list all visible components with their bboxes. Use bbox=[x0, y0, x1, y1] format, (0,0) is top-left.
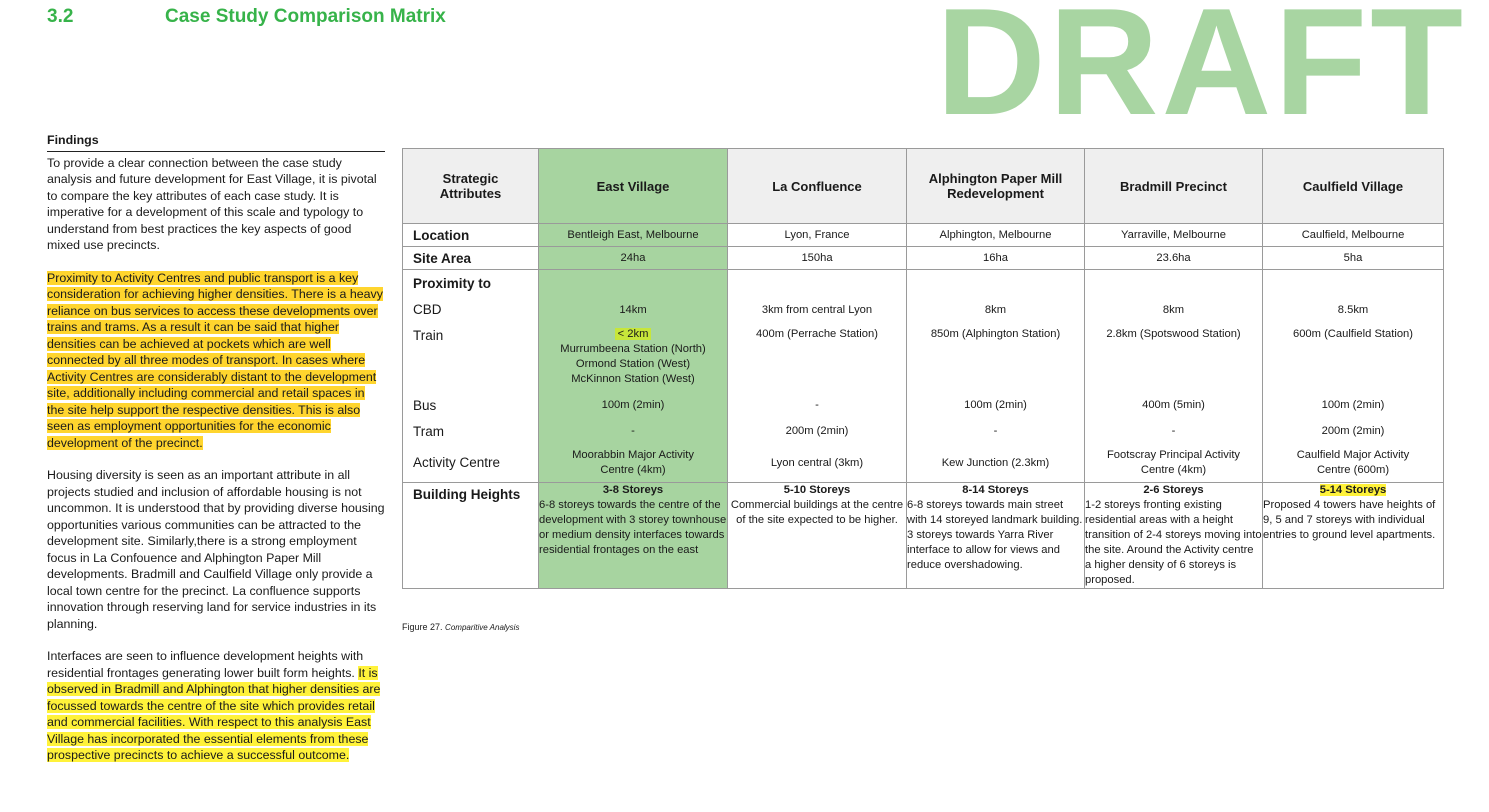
row-label-bus: Bus bbox=[413, 398, 437, 413]
header-la-confluence: La Confluence bbox=[728, 149, 907, 224]
row-label-train: Train bbox=[413, 328, 444, 343]
activity-value-line-1: Footscray Principal Activity bbox=[1106, 449, 1241, 461]
table-cell: 5ha bbox=[1263, 247, 1444, 270]
table-cell: 23.6ha bbox=[1085, 247, 1263, 270]
table-row-building-heights bbox=[403, 483, 1444, 589]
train-value: 2.8km (Spotswood Station) bbox=[1106, 328, 1241, 340]
train-station-west-2: McKinnon Station (West) bbox=[571, 373, 695, 385]
findings-paragraph-2 bbox=[47, 270, 385, 452]
row-label-cbd: CBD bbox=[413, 302, 442, 317]
cbd-value: 8.5km bbox=[1337, 304, 1369, 316]
tram-value: 200m (2min) bbox=[1321, 425, 1385, 437]
heights-title: 5-10 Storeys bbox=[783, 484, 851, 496]
heights-title bbox=[1263, 483, 1443, 498]
table-header-row bbox=[403, 149, 1444, 224]
table-row-proximity bbox=[403, 270, 1444, 483]
heights-title: 2-6 Storeys bbox=[1143, 484, 1204, 496]
train-value bbox=[539, 327, 727, 342]
tram-value: 200m (2min) bbox=[785, 425, 849, 437]
proximity-cell-east-village bbox=[539, 270, 728, 483]
findings-column bbox=[47, 132, 385, 780]
findings-paragraph-3: Housing diversity is seen as an important attribute in all projects studied and inclusion of affordable housing is not uncommon. It is understood that by providing diverse housing opportunities various communities can be attracted to the development site. Similarly,there is a strong employment focus in La Confouence and Alphington Paper Mill developments. Bradmill and Caulfield Village only provide a local town centre for the precinct. La confluence supports innovation through reserving land for service industries in its planning. bbox=[47, 468, 385, 631]
train-highlight: < 2km bbox=[615, 328, 652, 340]
header-caulfield: Caulfield Village bbox=[1263, 149, 1444, 224]
cbd-value: 8km bbox=[1162, 304, 1185, 316]
section-title: Case Study Comparison Matrix bbox=[165, 6, 446, 27]
train-value: 600m (Caulfield Station) bbox=[1292, 328, 1413, 340]
proximity-cell-alphington bbox=[907, 270, 1085, 483]
header-bradmill: Bradmill Precinct bbox=[1085, 149, 1263, 224]
heights-description: 6-8 storeys towards main street with 14 storeyed landmark building. 3 storeys towards Yarra River interface to allow for views and reduce overshadowing. bbox=[907, 499, 1083, 571]
findings-paragraph-1: To provide a clear connection between the case study analysis and future development for East Village, it is pivotal to compare the key attributes of each case study. It is imperative for a development of this scale and typology to understand from best practices the key aspects of good mixed use precincts. bbox=[47, 155, 377, 252]
table-cell: Lyon, France bbox=[728, 224, 907, 247]
tram-value: - bbox=[631, 425, 635, 437]
heights-cell-caulfield bbox=[1263, 483, 1444, 589]
heights-cell-alphington bbox=[907, 483, 1085, 589]
train-station-west-1: Ormond Station (West) bbox=[575, 358, 691, 370]
tram-value: - bbox=[1171, 425, 1176, 437]
heights-title: 3-8 Storeys bbox=[602, 484, 664, 496]
heights-cell-bradmill bbox=[1085, 483, 1263, 589]
draft-watermark: DRAFT bbox=[936, 0, 1467, 147]
table-cell: Alphington, Melbourne bbox=[907, 224, 1085, 247]
findings-heading: Findings bbox=[47, 132, 385, 152]
table-row-location bbox=[403, 224, 1444, 247]
comparison-matrix-table bbox=[402, 148, 1444, 589]
cbd-value: 8km bbox=[984, 304, 1007, 316]
train-value: 400m (Perrache Station) bbox=[756, 328, 878, 340]
figure-caption bbox=[402, 622, 519, 632]
bus-value: 100m (2min) bbox=[601, 399, 665, 411]
train-station-north: Murrumbeena Station (North) bbox=[560, 343, 706, 355]
row-label-tram: Tram bbox=[413, 424, 444, 439]
activity-value-line-2: Centre (4km) bbox=[1140, 464, 1207, 476]
proximity-labels-cell bbox=[403, 270, 539, 483]
cbd-value: 3km from central Lyon bbox=[761, 304, 873, 316]
header-attr-text: Strategic Attributes bbox=[439, 171, 502, 201]
tram-value: - bbox=[993, 425, 998, 437]
heights-title: 8-14 Storeys bbox=[962, 484, 1029, 496]
heights-description: Commercial buildings at the centre of the site expected to be higher. bbox=[730, 499, 904, 526]
paragraph-text: Interfaces are seen to influence development heights with residential frontages generating lower built form heights. bbox=[47, 649, 364, 680]
heights-description: Proposed 4 towers have heights of 9, 5 and 7 storeys with individual entries to ground level apartments. bbox=[1263, 499, 1436, 541]
table-cell: 16ha bbox=[907, 247, 1085, 270]
table-cell: 24ha bbox=[539, 247, 728, 270]
figure-caption-text: Comparitive Analysis bbox=[445, 623, 520, 632]
findings-paragraph-4 bbox=[47, 648, 385, 764]
row-label-location: Location bbox=[403, 224, 539, 247]
proximity-cell-bradmill bbox=[1085, 270, 1263, 483]
bus-value: - bbox=[815, 399, 819, 411]
bus-value: 400m (5min) bbox=[1142, 399, 1205, 411]
header-strategic-attributes bbox=[403, 149, 539, 224]
row-label-activity-centre: Activity Centre bbox=[413, 455, 501, 470]
table-cell: Caulfield, Melbourne bbox=[1263, 224, 1444, 247]
heights-cell-east-village bbox=[539, 483, 728, 589]
figure-label: Figure 27. bbox=[402, 622, 443, 632]
section-number: 3.2 bbox=[47, 6, 74, 27]
activity-value-line-1: Lyon central (3km) bbox=[770, 457, 864, 469]
row-label-building-heights: Building Heights bbox=[403, 483, 539, 589]
proximity-cell-caulfield bbox=[1263, 270, 1444, 483]
header-alphington bbox=[907, 149, 1085, 224]
cbd-value: 14km bbox=[619, 304, 647, 316]
bus-value: 100m (2min) bbox=[1321, 399, 1385, 411]
row-label-site-area: Site Area bbox=[403, 247, 539, 270]
activity-value-line-1: Caulfield Major Activity bbox=[1296, 449, 1410, 461]
heights-cell-la-confluence bbox=[728, 483, 907, 589]
table-cell: Yarraville, Melbourne bbox=[1085, 224, 1263, 247]
table-cell: Bentleigh East, Melbourne bbox=[539, 224, 728, 247]
highlighted-text: It is observed in Bradmill and Alphington that higher densities are focussed towards the centre of the site which provides retail and commercial facilities. With respect to this analysis East Village has incorporated the essential elements from these prospective precincts to achieve a successful outcome. bbox=[47, 665, 381, 762]
header-east-village: East Village bbox=[539, 149, 728, 224]
heights-title-highlight: 5-14 Storeys bbox=[1319, 484, 1387, 496]
train-value: 850m (Alphington Station) bbox=[930, 328, 1061, 340]
activity-value-line-2: Centre (4km) bbox=[600, 464, 666, 476]
heights-description: 1-2 storeys fronting existing residential areas with a height transition of 2-4 storeys moving into the site. Around the Activity centre a higher density of 6 storeys is proposed. bbox=[1085, 499, 1262, 586]
activity-value-line-1: Moorabbin Major Activity bbox=[572, 449, 694, 461]
row-label-proximity: Proximity to bbox=[413, 276, 492, 291]
heights-description: 6-8 storeys towards the centre of the development with 3 storey townhouse or medium density interfaces towards residential frontages on the east bbox=[539, 499, 727, 556]
proximity-cell-la-confluence bbox=[728, 270, 907, 483]
table-row-site-area bbox=[403, 247, 1444, 270]
bus-value: 100m (2min) bbox=[964, 399, 1027, 411]
table-cell: 150ha bbox=[728, 247, 907, 270]
activity-value-line-1: Kew Junction (2.3km) bbox=[941, 457, 1050, 469]
highlighted-text: Proximity to Activity Centres and public transport is a key consideration for achieving higher densities. There is a heavy reliance on bus services to access these developments over trains and trams. As a result it can be said that higher densities can be achieved at pockets which are well connected by all three modes of transport. In cases where Activity Centres are considerably distant to the development site, additionally including commercial and retail spaces in the site help support the respective densities. This is also seen as employment opportunities for the economic development of the precinct. bbox=[47, 270, 383, 450]
header-alphington-text: Alphington Paper Mill Redevelopment bbox=[928, 171, 1063, 201]
activity-value-line-2: Centre (600m) bbox=[1316, 464, 1390, 476]
